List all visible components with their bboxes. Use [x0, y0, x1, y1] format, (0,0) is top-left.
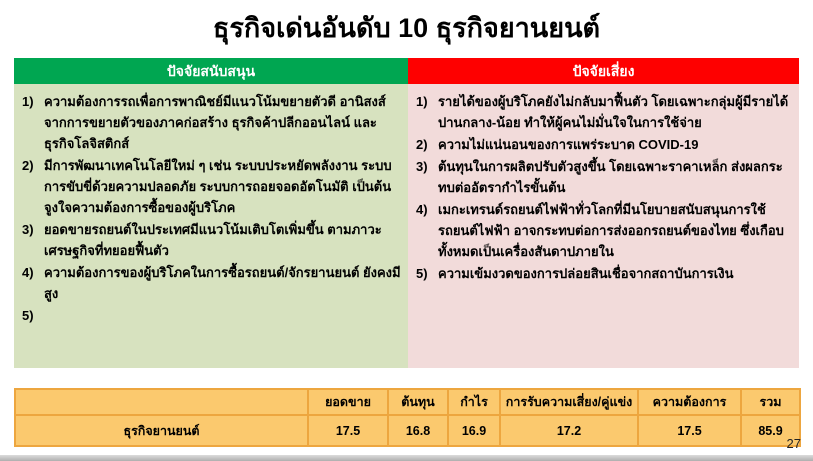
item-text: ต้นทุนในการผลิตปรับตัวสูงขึ้น โดยเฉพาะราคาเหล็ก ส่งผลกระทบต่ออัตรากำไรขั้นต้น [438, 159, 783, 195]
item-text: มีการพัฒนาเทคโนโลยีใหม่ ๆ เช่น ระบบประหยัดพลังงาน ระบบการขับขี่ด้วยความปลอดภัย ระบบการถอยจอดอัตโนมัติ เป็นต้น จูงใจความต้องการซื้อของผู้บริโภค [44, 158, 392, 215]
table-header-cell: การรับความเสี่ยง/คู่แข่ง [500, 389, 638, 415]
item-text: ยอดขายรถยนต์ในประเทศมีแนวโน้มเติบโตเพิ่มขึ้น ตามภาวะเศรษฐกิจที่ทยอยฟื้นตัว [44, 222, 382, 258]
item-number: 2) [22, 158, 34, 173]
risk-item [414, 134, 795, 155]
item-number: 1) [22, 94, 34, 109]
table-cell: 85.9 [741, 415, 800, 446]
item-number: 3) [22, 222, 34, 237]
item-text: รายได้ของผู้บริโภคยังไม่กลับมาฟื้นตัว โดยเฉพาะกลุ่มผู้มีรายได้ปานกลาง-น้อย ทำให้ผู้คนไม่มั่นใจในการใช้จ่าย [438, 94, 789, 130]
risk-panel-body [408, 84, 799, 368]
item-text: ความต้องการของผู้บริโภคในการซื้อรถยนต์/จักรยานยนต์ ยังคงมีสูง [44, 265, 401, 301]
table-cell: 17.2 [500, 415, 638, 446]
bottom-bar [0, 455, 813, 461]
score-table [14, 388, 801, 447]
item-text: ความเข้มงวดของการปล่อยสินเชื่อจากสถาบันการเงิน [438, 266, 734, 281]
risk-panel [408, 58, 799, 368]
table-header-cell: ต้นทุน [388, 389, 448, 415]
table-header-cell: ยอดขาย [308, 389, 388, 415]
item-number: 2) [416, 137, 428, 152]
factor-panels [14, 58, 799, 368]
table-header-cell [15, 389, 308, 415]
table-header-row [15, 389, 800, 415]
support-item [20, 91, 404, 154]
item-text: ความไม่แน่นอนของการแพร่ระบาด COVID-19 [438, 137, 699, 152]
item-number: 1) [416, 94, 428, 109]
support-panel-header: ปัจจัยสนับสนุน [14, 58, 408, 84]
risk-item [414, 156, 795, 198]
support-panel-body [14, 84, 408, 368]
table-cell: 17.5 [638, 415, 741, 446]
risk-panel-header: ปัจจัยเสี่ยง [408, 58, 799, 84]
item-text [44, 305, 404, 326]
support-item [20, 305, 404, 326]
table-cell: 16.9 [448, 415, 500, 446]
page-title: ธุรกิจเด่นอันดับ 10 ธุรกิจยานยนต์ [212, 13, 601, 43]
item-number: 5) [416, 266, 428, 281]
risk-item [414, 263, 795, 284]
item-number: 4) [416, 202, 428, 217]
table-header-cell: กำไร [448, 389, 500, 415]
risk-item [414, 91, 795, 133]
support-item [20, 219, 404, 261]
item-text: ความต้องการรถเพื่อการพาณิชย์มีแนวโน้มขยายตัวดี อานิสงส์จากการขยายตัวของภาคก่อสร้าง ธุรกิจค้าปลีกออนไลน์ และธุรกิจโลจิสติกส์ [44, 94, 386, 151]
item-number: 4) [22, 265, 34, 280]
table-row [15, 415, 800, 446]
page-number: 27 [786, 436, 801, 451]
table-cell: 16.8 [388, 415, 448, 446]
support-panel [14, 58, 408, 368]
item-text: เมกะเทรนด์รถยนต์ไฟฟ้าทั่วโลกที่มีนโยบายสนับสนุนการใช้รถยนต์ไฟฟ้า อาจกระทบต่อการส่งออกรถยนต์ของไทย ซึ่งเกือบทั้งหมดเป็นเครื่องสันดาปภายใน [438, 202, 784, 259]
risk-item [414, 199, 795, 262]
support-item [20, 155, 404, 218]
business-name-cell: ธุรกิจยานยนต์ [15, 415, 308, 446]
support-item [20, 262, 404, 304]
table-header-cell: รวม [741, 389, 800, 415]
table-header-cell: ความต้องการ [638, 389, 741, 415]
item-number: 5) [22, 308, 34, 323]
table-cell: 17.5 [308, 415, 388, 446]
item-number: 3) [416, 159, 428, 174]
